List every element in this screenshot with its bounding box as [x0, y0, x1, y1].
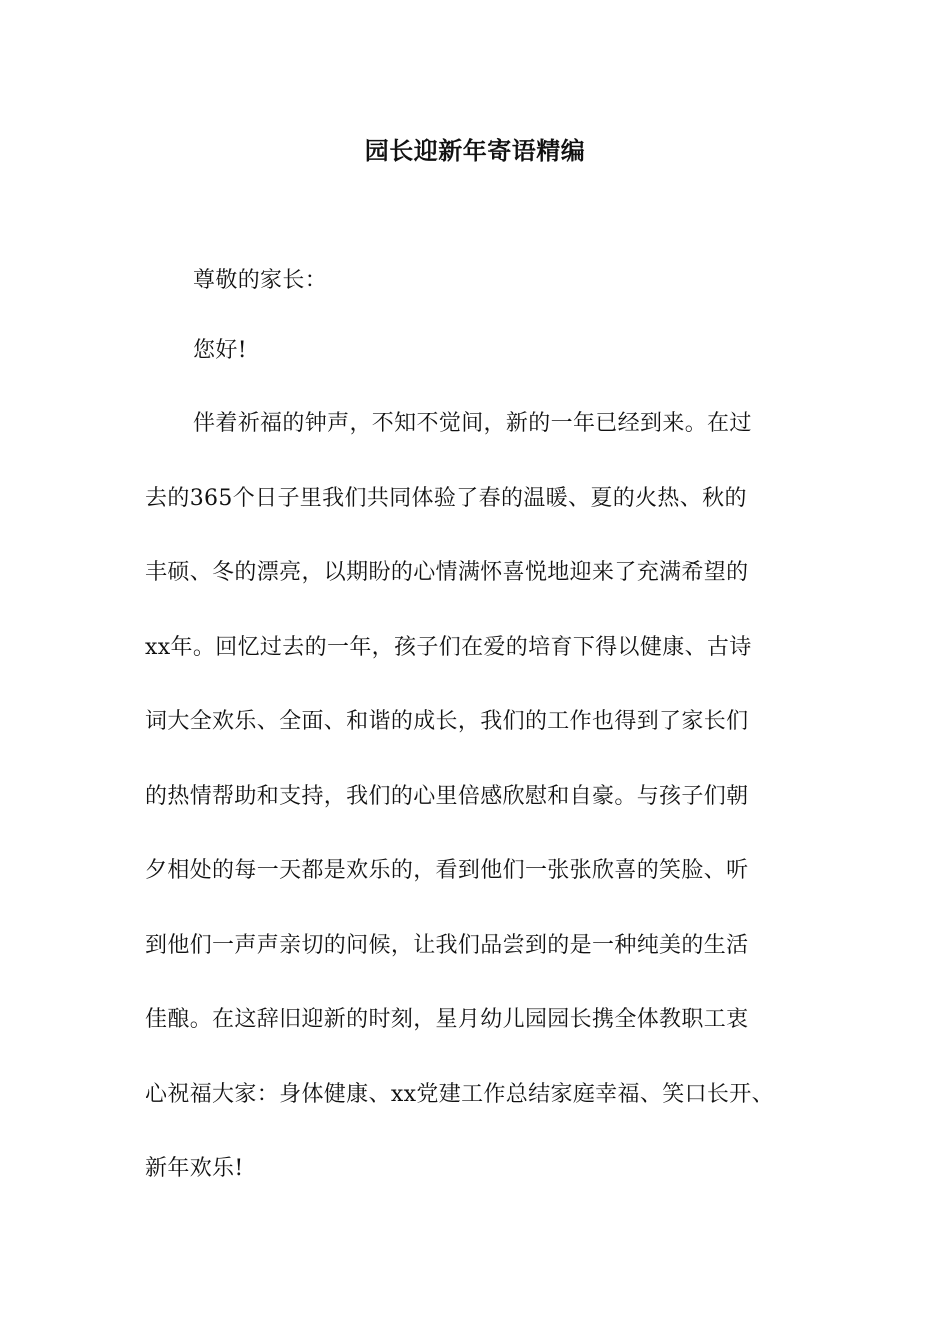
greeting-line: 尊敬的家长：	[193, 268, 328, 293]
body-line-3: 丰硕、冬的漂亮，以期盼的心情满怀喜悦地迎来了充满希望的	[145, 560, 749, 585]
body-line-10: 心祝福大家：身体健康、xx党建工作总结家庭幸福、笑口长开、	[145, 1082, 774, 1107]
body-line-4: xx年。回忆过去的一年，孩子们在爱的培育下得以健康、古诗	[145, 635, 752, 660]
body-line-6: 的热情帮助和支持，我们的心里倍感欣慰和自豪。与孩子们朝	[145, 784, 749, 809]
body-line-1: 伴着祈福的钟声，不知不觉间，新的一年已经到来。在过	[193, 411, 752, 436]
document-title: 园长迎新年寄语精编	[364, 137, 586, 165]
body-line-5: 词大全欢乐、全面、和谐的成长，我们的工作也得到了家长们	[145, 709, 749, 734]
salutation-line: 您好!	[193, 338, 247, 363]
body-line-11: 新年欢乐!	[145, 1156, 244, 1181]
body-line-7: 夕相处的每一天都是欢乐的，看到他们一张张欣喜的笑脸、听	[145, 858, 749, 883]
body-line-9: 佳酿。在这辞旧迎新的时刻，星月幼儿园园长携全体教职工衷	[145, 1007, 749, 1032]
body-line-8: 到他们一声声亲切的问候，让我们品尝到的是一种纯美的生活	[145, 933, 749, 958]
body-line-2: 去的365个日子里我们共同体验了春的温暖、夏的火热、秋的	[145, 486, 747, 511]
